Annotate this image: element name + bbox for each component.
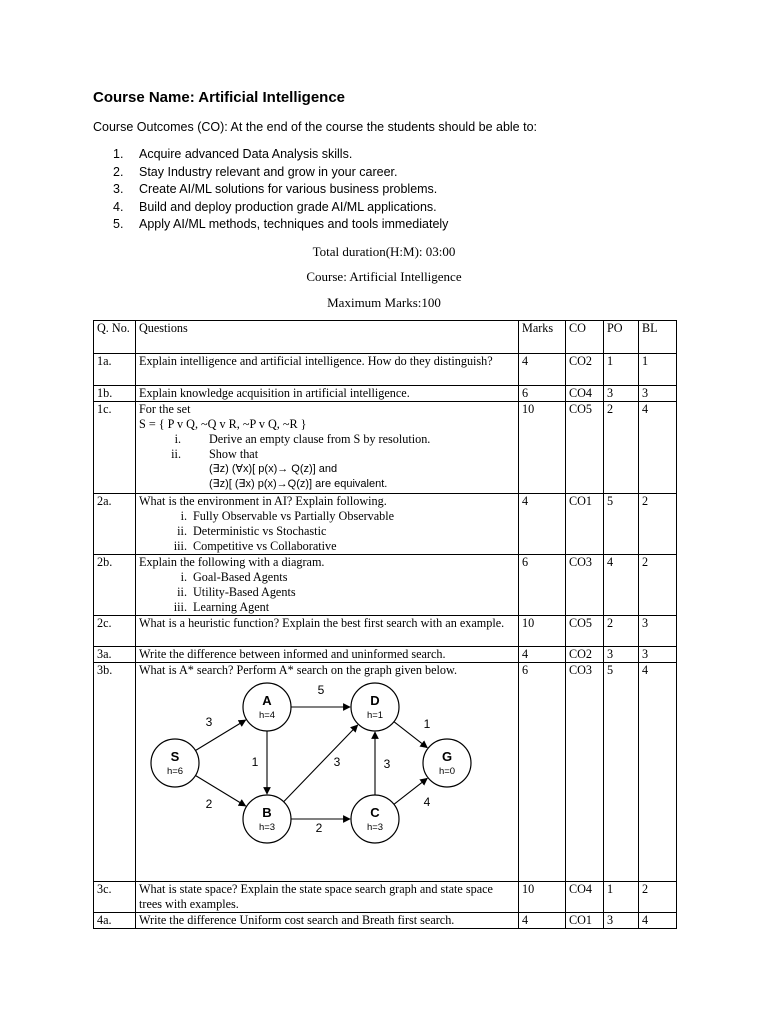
bl-cell: 4 bbox=[639, 663, 677, 882]
sub-number: ii. bbox=[171, 447, 181, 461]
question-number: 1a. bbox=[94, 354, 136, 386]
maximum-marks: Maximum Marks:100 bbox=[327, 295, 441, 310]
question-table bbox=[93, 320, 677, 929]
co-cell: CO2 bbox=[566, 354, 604, 386]
table-row bbox=[94, 402, 677, 494]
po-cell: 5 bbox=[604, 494, 639, 555]
question-intro: What is A* search? Perform A* search on the graph given below. bbox=[139, 663, 458, 677]
sub-number: ii. bbox=[177, 585, 187, 599]
outcome-number: 3. bbox=[113, 182, 124, 196]
node-label: D bbox=[370, 693, 380, 708]
sub-question bbox=[139, 509, 515, 524]
po-cell: 1 bbox=[604, 354, 639, 386]
table-row bbox=[94, 616, 677, 647]
po-cell: 3 bbox=[604, 913, 639, 929]
outcome-number: 1. bbox=[113, 147, 124, 161]
node-heuristic: h=3 bbox=[366, 822, 384, 833]
question-text: What is state space? Explain the state space search graph and state space trees with examples. bbox=[136, 882, 519, 913]
equation-line: (∃z)[ (∃x) p(x)→Q(z)] are equivalent. bbox=[209, 478, 388, 490]
edge-B-D bbox=[284, 725, 358, 802]
question-text: Write the difference between informed and uninformed search. bbox=[136, 647, 519, 663]
edge-cost-label: 5 bbox=[317, 683, 325, 697]
edge-cost-label: 3 bbox=[333, 755, 341, 769]
question-text: Write the difference Uniform cost search and Breath first search. bbox=[136, 913, 519, 929]
table-row bbox=[94, 882, 677, 913]
header-questions: Questions bbox=[136, 321, 519, 354]
outcome-item bbox=[113, 146, 448, 164]
question-text: What is a heuristic function? Explain the best first search with an example. bbox=[136, 616, 519, 647]
po-cell: 3 bbox=[604, 647, 639, 663]
course-outcomes-list bbox=[113, 146, 448, 234]
search-graph-svg bbox=[149, 678, 509, 858]
node-heuristic: h=4 bbox=[258, 710, 276, 721]
sub-text: Deterministic vs Stochastic bbox=[193, 524, 327, 538]
po-cell: 2 bbox=[604, 616, 639, 647]
outcome-number: 4. bbox=[113, 199, 124, 214]
sub-number: ii. bbox=[177, 524, 187, 538]
sub-text: Learning Agent bbox=[193, 600, 270, 614]
sub-question bbox=[139, 570, 515, 585]
bl-cell: 4 bbox=[639, 913, 677, 929]
sub-number: i. bbox=[180, 509, 187, 523]
question-text bbox=[136, 494, 519, 555]
sub-question bbox=[139, 600, 515, 615]
outcome-item bbox=[113, 181, 448, 199]
edge-cost-label: 3 bbox=[383, 757, 391, 771]
bl-cell: 4 bbox=[639, 402, 677, 494]
outcome-text: Build and deploy production grade AI/ML applications. bbox=[139, 199, 437, 214]
node-heuristic: h=0 bbox=[438, 766, 456, 777]
outcome-text: Apply AI/ML methods, techniques and tools immediately bbox=[139, 217, 449, 231]
marks-cell: 10 bbox=[519, 402, 566, 494]
sub-number: i. bbox=[174, 432, 181, 446]
course-outcomes-intro: Course Outcomes (CO): At the end of the course the students should be able to: bbox=[93, 120, 538, 134]
question-number: 2c. bbox=[94, 616, 136, 647]
sub-question bbox=[139, 539, 515, 554]
sub-question bbox=[139, 524, 515, 539]
bl-cell: 3 bbox=[639, 386, 677, 402]
header-qno: Q. No. bbox=[94, 321, 136, 354]
node-label: A bbox=[262, 693, 272, 708]
question-text bbox=[136, 402, 519, 494]
table-header-row bbox=[94, 321, 677, 354]
marks-cell: 6 bbox=[519, 386, 566, 402]
node-label: G bbox=[441, 749, 453, 764]
table-row bbox=[94, 913, 677, 929]
table-row bbox=[94, 647, 677, 663]
equation-line: (∃z) (∀x)[ p(x)→ Q(z)] and bbox=[209, 463, 338, 475]
edge-C-G bbox=[394, 778, 427, 804]
marks-cell: 6 bbox=[519, 663, 566, 882]
outcome-item bbox=[113, 199, 448, 217]
sub-question bbox=[139, 585, 515, 600]
edge-cost-label: 1 bbox=[423, 717, 431, 731]
bl-cell: 1 bbox=[639, 354, 677, 386]
header-bl: BL bbox=[639, 321, 677, 354]
bl-cell: 2 bbox=[639, 494, 677, 555]
outcome-item bbox=[113, 164, 448, 182]
co-cell: CO5 bbox=[566, 402, 604, 494]
bl-cell: 2 bbox=[639, 555, 677, 616]
question-text: Explain intelligence and artificial intelligence. How do they distinguish? bbox=[136, 354, 519, 386]
co-cell: CO1 bbox=[566, 494, 604, 555]
po-cell: 5 bbox=[604, 663, 639, 882]
sub-number: i. bbox=[180, 570, 187, 584]
outcome-number: 5. bbox=[113, 217, 124, 231]
sub-text: Fully Observable vs Partially Observable bbox=[193, 509, 395, 523]
marks-cell: 10 bbox=[519, 882, 566, 913]
po-cell: 1 bbox=[604, 882, 639, 913]
sub-text: Utility-Based Agents bbox=[193, 585, 296, 599]
marks-cell: 4 bbox=[519, 494, 566, 555]
question-number: 4a. bbox=[94, 913, 136, 929]
outcome-number: 2. bbox=[113, 164, 124, 179]
marks-cell: 4 bbox=[519, 647, 566, 663]
sub-text: Derive an empty clause from S by resolution. bbox=[209, 432, 431, 446]
question-intro: For the set bbox=[139, 402, 191, 416]
node-label: C bbox=[370, 805, 380, 820]
co-cell: CO4 bbox=[566, 386, 604, 402]
marks-cell: 4 bbox=[519, 354, 566, 386]
edge-cost-label: 2 bbox=[315, 821, 323, 835]
edge-cost-label: 2 bbox=[205, 797, 213, 811]
edge-S-B bbox=[196, 775, 246, 806]
outcome-text: Acquire advanced Data Analysis skills. bbox=[139, 147, 353, 161]
node-heuristic: h=1 bbox=[366, 710, 384, 721]
question-text bbox=[136, 555, 519, 616]
table-row bbox=[94, 386, 677, 402]
sub-text: Competitive vs Collaborative bbox=[193, 539, 337, 553]
bl-cell: 2 bbox=[639, 882, 677, 913]
question-number: 2b. bbox=[94, 555, 136, 616]
sub-question bbox=[139, 432, 515, 447]
sub-question bbox=[139, 447, 515, 462]
marks-cell: 6 bbox=[519, 555, 566, 616]
marks-cell: 10 bbox=[519, 616, 566, 647]
search-graph bbox=[139, 678, 515, 858]
table-row bbox=[94, 354, 677, 386]
node-heuristic: h=6 bbox=[166, 766, 184, 777]
question-number: 1b. bbox=[94, 386, 136, 402]
total-duration: Total duration(H:M): 03:00 bbox=[312, 244, 456, 259]
exam-course: Course: Artificial Intelligence bbox=[306, 269, 462, 284]
question-number: 2a. bbox=[94, 494, 136, 555]
table-row bbox=[94, 663, 677, 882]
bl-cell: 3 bbox=[639, 616, 677, 647]
co-cell: CO1 bbox=[566, 913, 604, 929]
co-cell: CO3 bbox=[566, 663, 604, 882]
sub-text: Show that bbox=[209, 447, 259, 461]
sub-number: iii. bbox=[173, 539, 187, 553]
outcome-item bbox=[113, 216, 448, 234]
table-row bbox=[94, 555, 677, 616]
bl-cell: 3 bbox=[639, 647, 677, 663]
po-cell: 2 bbox=[604, 402, 639, 494]
node-heuristic: h=3 bbox=[258, 822, 276, 833]
outcome-text: Stay Industry relevant and grow in your career. bbox=[139, 164, 398, 179]
question-number: 3b. bbox=[94, 663, 136, 882]
po-cell: 3 bbox=[604, 386, 639, 402]
edge-cost-label: 3 bbox=[205, 715, 213, 729]
set-definition: S = { P v Q, ~Q v R, ~P v Q, ~R } bbox=[139, 417, 307, 431]
question-number: 1c. bbox=[94, 402, 136, 494]
question-number: 3a. bbox=[94, 647, 136, 663]
co-cell: CO2 bbox=[566, 647, 604, 663]
co-cell: CO5 bbox=[566, 616, 604, 647]
question-intro: Explain the following with a diagram. bbox=[139, 555, 325, 569]
sub-text: Goal-Based Agents bbox=[193, 570, 288, 584]
question-text: Explain knowledge acquisition in artificial intelligence. bbox=[136, 386, 519, 402]
header-marks: Marks bbox=[519, 321, 566, 354]
co-cell: CO3 bbox=[566, 555, 604, 616]
question-intro: What is the environment in AI? Explain following. bbox=[139, 494, 387, 508]
header-co: CO bbox=[566, 321, 604, 354]
edge-cost-label: 4 bbox=[423, 795, 431, 809]
outcome-text: Create AI/ML solutions for various business problems. bbox=[139, 182, 438, 196]
edge-D-G bbox=[394, 722, 427, 748]
marks-cell: 4 bbox=[519, 913, 566, 929]
question-text bbox=[136, 663, 519, 882]
header-po: PO bbox=[604, 321, 639, 354]
edge-S-A bbox=[196, 720, 246, 751]
node-label: S bbox=[170, 749, 180, 764]
co-cell: CO4 bbox=[566, 882, 604, 913]
po-cell: 4 bbox=[604, 555, 639, 616]
table-row bbox=[94, 494, 677, 555]
question-number: 3c. bbox=[94, 882, 136, 913]
edge-cost-label: 1 bbox=[251, 755, 259, 769]
node-label: B bbox=[262, 805, 272, 820]
course-title: Course Name: Artificial Intelligence bbox=[93, 89, 346, 106]
sub-number: iii. bbox=[173, 600, 187, 614]
